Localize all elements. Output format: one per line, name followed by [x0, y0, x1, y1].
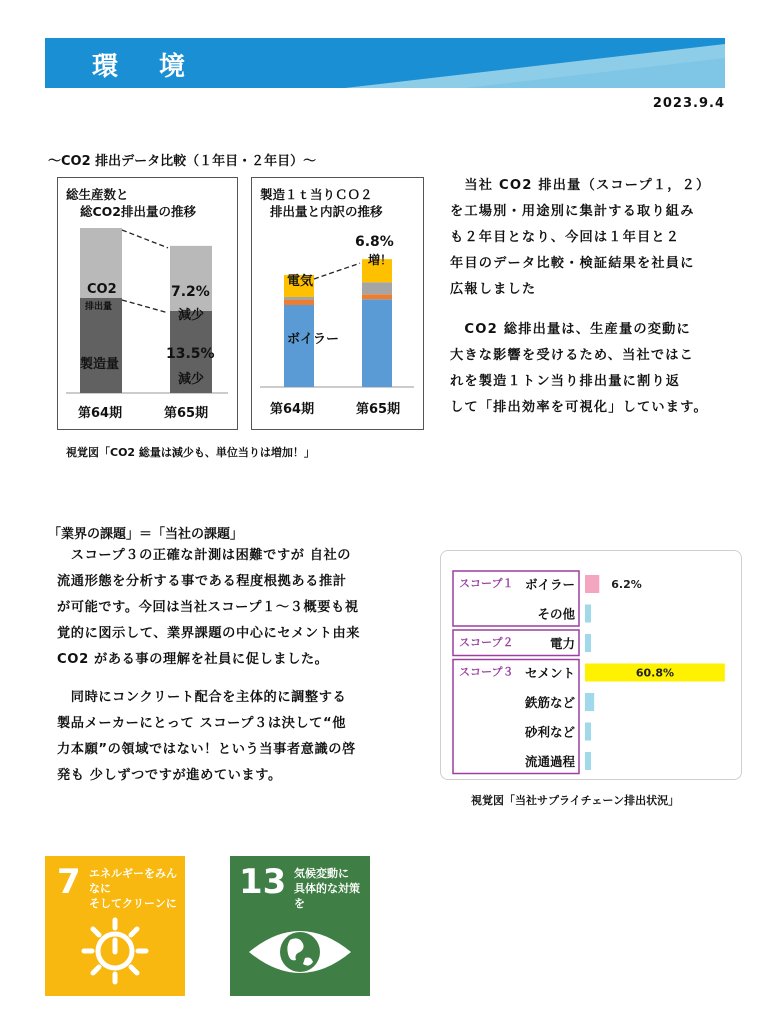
- section2-heading: 「業界の課題」＝「当社の課題」: [48, 527, 244, 542]
- sdg-text-line: エネルギーをみんなに: [89, 867, 177, 895]
- row-label: 電力: [549, 636, 575, 651]
- supply-chain-panel: [440, 550, 742, 780]
- sdg-text: [89, 866, 185, 911]
- bar-segment-orange: [362, 294, 392, 299]
- label-prod-change-word: 減少: [178, 372, 205, 387]
- text-line: 広報しました: [450, 282, 537, 297]
- text-line: も２年目となり、今回は１年目と２: [450, 230, 681, 245]
- supply-chain-chart: [441, 551, 741, 779]
- chart-title-line1: 総生産数と: [66, 187, 129, 202]
- label-change: 6.8%: [355, 234, 394, 250]
- bar: [585, 575, 599, 593]
- bar-segment-orange: [284, 300, 314, 305]
- text-line: が可能です。今回は当社スコープ１～３概要も視: [57, 600, 359, 615]
- chart-unit-svg: [252, 178, 423, 429]
- text-line: 当社 CO2 排出量（スコープ１，２）: [450, 178, 711, 193]
- label-co2-sub: 排出量: [85, 302, 113, 312]
- row-label: その他: [537, 606, 575, 622]
- text-line: して「排出効率を可視化」しています。: [450, 400, 708, 415]
- label-production: 製造量: [80, 357, 120, 372]
- text-line: 発も 少しずつですが進めています。: [57, 768, 282, 783]
- sdg-text: [294, 866, 370, 911]
- row-label: 流通過程: [524, 754, 575, 769]
- bar-64-production: [80, 298, 122, 393]
- bar: [585, 634, 591, 652]
- section-title: ～CO2 排出データ比較（１年目・２年目）～: [48, 154, 317, 169]
- text-line: 同時にコンクリート配合を主体的に調整する: [57, 690, 347, 705]
- section2-text: [57, 543, 437, 789]
- sun-power-icon: [80, 916, 150, 986]
- text-line: 年目のデータ比較・検証結果を社員に: [450, 256, 695, 271]
- chart-title-line1: 製造１ｔ当りＣＯ２: [260, 187, 373, 202]
- bar: [585, 693, 594, 711]
- label-co2: CO2: [87, 282, 117, 297]
- sdg-7-badge: [45, 856, 185, 996]
- scope-label: スコープ３: [459, 665, 514, 679]
- x-tick-64: 第64期: [78, 406, 123, 421]
- label-co2-change: 7.2%: [171, 284, 210, 300]
- label-elec: 電気: [287, 274, 314, 289]
- row-label: 鉄筋など: [524, 695, 575, 710]
- bar-65-co2: [170, 246, 212, 311]
- text-line: れを製造１トン当り排出量に割り返: [450, 374, 681, 389]
- text-line: CO2 がある事の理解を社員に促しました。: [57, 652, 329, 667]
- x-tick-65: 第65期: [356, 402, 401, 417]
- text-line: を工場別・用途別に集計する取り組み: [450, 204, 695, 219]
- text-line: スコープ３の正確な計測は困難ですが 自社の: [57, 548, 352, 563]
- chart-title-line2: 総CO2排出量の推移: [80, 204, 196, 219]
- row-label: ボイラー: [524, 577, 575, 592]
- section1-text: [450, 173, 740, 421]
- paragraph: [450, 173, 740, 303]
- sdg-number: 13: [239, 862, 287, 902]
- chart-title-line2: 排出量と内訳の推移: [270, 204, 383, 219]
- text-line: 力本願”の領域ではない！という当事者意識の啓: [57, 742, 356, 757]
- x-tick-65: 第65期: [164, 406, 209, 421]
- sdg-13-badge: [230, 856, 370, 996]
- text-line: 覚的に図示して、業界課題の中心にセメント由来: [57, 626, 361, 641]
- sdg-text-line: 具体的な対策を: [294, 882, 360, 910]
- text-line: 流通形態を分析する事である程度根拠ある推計: [57, 574, 347, 589]
- page-title: 環 境: [92, 52, 202, 82]
- sdg-text-line: 気候変動に: [294, 867, 349, 880]
- label-co2-change-word: 減少: [178, 308, 205, 323]
- eye-globe-icon: [245, 918, 355, 986]
- bar-segment-gray: [362, 282, 392, 294]
- scope-label: スコープ２: [459, 636, 514, 649]
- sdg-text-line: そしてクリーンに: [89, 897, 177, 910]
- scope-label: スコープ１: [459, 577, 514, 590]
- row-label: 砂利など: [524, 724, 575, 740]
- dashed-connector-production: [122, 300, 168, 313]
- dashed-connector-co2: [122, 230, 168, 248]
- chart-total-panel: [57, 177, 238, 430]
- caption-section1: 視覚図「CO2 総量は減少も、単位当りは増加！」: [66, 446, 315, 459]
- label-prod-change: 13.5%: [166, 346, 215, 362]
- data-label: 60.8%: [635, 666, 675, 680]
- data-label: 6.2%: [611, 578, 642, 591]
- chart-unit-panel: [251, 177, 424, 430]
- bar: [585, 605, 591, 623]
- paragraph: [57, 685, 437, 789]
- bar: [585, 723, 591, 741]
- bar: [585, 752, 591, 770]
- bar-segment-gray: [284, 297, 314, 300]
- bar-boiler: [362, 299, 392, 387]
- paragraph: [57, 543, 437, 673]
- sdg-number: 7: [57, 862, 81, 902]
- label-boiler: ボイラー: [287, 332, 340, 347]
- caption-section2: 視覚図「当社サプライチェーン排出状況」: [471, 794, 680, 807]
- paragraph: [450, 317, 740, 421]
- date: 2023.9.4: [652, 96, 725, 111]
- text-line: 製品メーカーにとって スコープ３は決して“他: [57, 716, 347, 731]
- row-label: セメント: [524, 665, 575, 681]
- x-tick-64: 第64期: [270, 402, 315, 417]
- dashed-connector: [314, 263, 360, 279]
- text-line: 大きな影響を受けるため、当社ではこ: [450, 348, 695, 363]
- label-change-word: 増！: [368, 253, 393, 267]
- text-line: CO2 総排出量は、生産量の変動に: [450, 322, 691, 337]
